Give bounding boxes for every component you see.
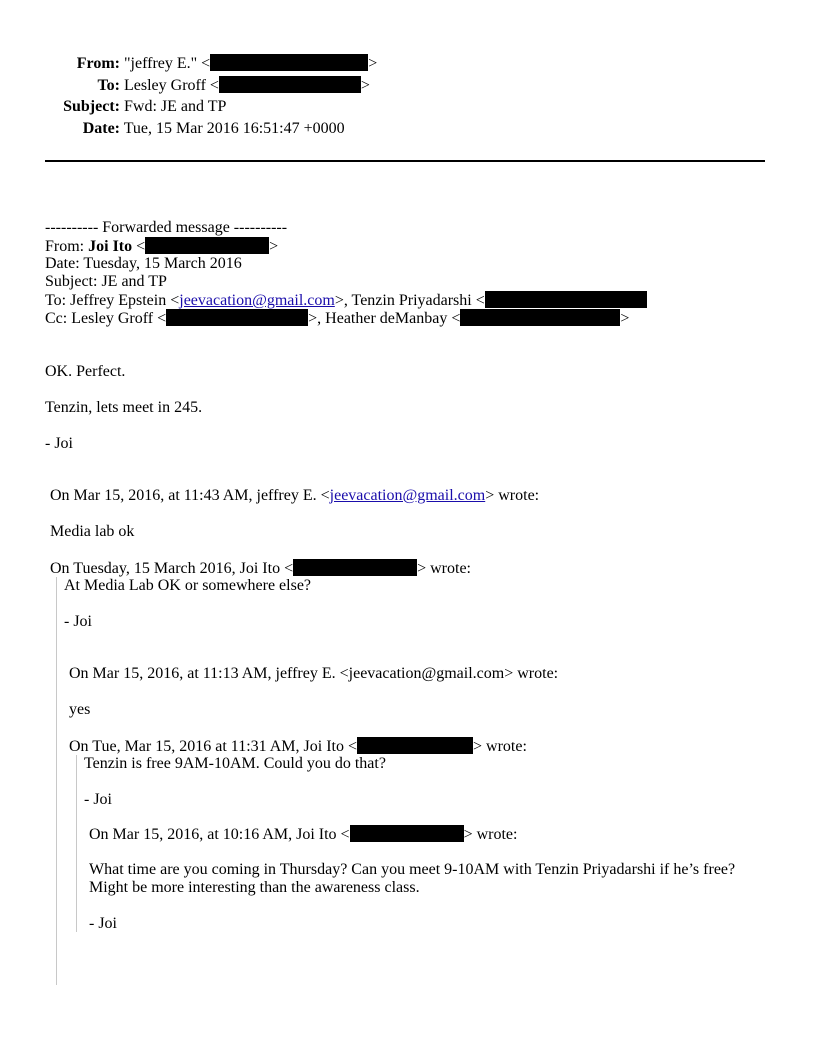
quote3-intro: On Mar 15, 2016, at 11:13 AM, jeffrey E. <jeevacation@gmail.com> wrote: [69,665,559,682]
redaction-block [293,559,417,576]
quote2-intro-suffix: > wrote: [417,560,471,577]
quote4-intro-prefix: On Tue, Mar 15, 2016 at 11:31 AM, Joi Ito < [69,738,357,755]
forward-cc-prefix: Cc: Lesley Groff < [45,310,167,327]
redaction-block [145,237,269,254]
forward-date: Date: Tuesday, 15 March 2016 [45,255,242,272]
bracket: > [368,55,378,72]
forward-to-prefix: To: Jeffrey Epstein < [45,292,180,309]
quote-bar [76,755,77,932]
forward-from-prefix: From: [45,238,89,255]
redaction-block [460,309,620,326]
header-date [0,120,345,138]
subject-value: Fwd: JE and TP [124,98,227,115]
header-divider [45,160,765,162]
subject-label: Subject: [63,98,120,115]
redaction-block [357,737,473,754]
header-to [0,76,370,95]
date-value: Tue, 15 Mar 2016 16:51:47 +0000 [123,120,345,137]
forward-subject: Subject: JE and TP [45,273,167,290]
quote1-intro [50,487,539,505]
quote5-signature: - Joi [89,915,117,932]
header-from [0,54,377,73]
redaction-block [350,825,464,842]
quote5-intro-suffix: > wrote: [463,826,518,843]
quote3-text: yes [69,701,91,718]
body-line-1: OK. Perfect. [45,363,126,380]
email-link[interactable]: jeevacation@gmail.com [179,292,335,309]
forward-banner: ---------- Forwarded message ---------- [45,219,288,236]
date-label: Date: [82,120,120,137]
quote5-intro [89,825,517,844]
to-label: To: [97,77,120,94]
quote5-text-line-1: What time are you coming in Thursday? Can you meet 9-10AM with Tenzin Priyadarshi if he’s free? [89,861,736,878]
from-value: "jeffrey E." < [124,55,211,72]
forward-to [45,291,647,310]
quote1-text: Media lab ok [50,523,135,540]
redaction-block [166,309,308,326]
quote2-intro-prefix: On Tuesday, 15 March 2016, Joi Ito < [50,560,294,577]
redaction-block [219,76,361,93]
redaction-block [210,54,368,71]
body-line-2: Tenzin, lets meet in 245. [45,399,203,416]
redaction-block [485,291,647,308]
email-link[interactable]: jeevacation@gmail.com [329,487,486,504]
forward-cc-middle: >, Heather deManbay < [308,310,461,327]
from-label: From: [76,55,120,72]
forward-to-middle: >, Tenzin Priyadarshi < [334,292,485,309]
forward-from [45,237,278,256]
quote5-intro-prefix: On Mar 15, 2016, at 10:16 AM, Joi Ito < [89,826,350,843]
bracket: < [132,238,146,255]
bracket: > [620,310,630,327]
quote2-intro [50,559,471,578]
forward-cc [45,309,629,328]
quote5-text-line-2: Might be more interesting than the awareness class. [89,879,420,896]
quote1-intro-suffix: > wrote: [485,487,540,504]
forward-from-name: Joi Ito [88,238,133,255]
quote4-intro [69,737,527,756]
quote4-intro-suffix: > wrote: [473,738,527,755]
quote4-signature: - Joi [84,791,112,808]
header-subject [0,98,226,116]
quote1-intro-prefix: On Mar 15, 2016, at 11:43 AM, jeffrey E. < [50,487,330,504]
to-value: Lesley Groff < [124,77,219,94]
quote-bar [56,577,57,985]
quote2-signature: - Joi [64,613,92,630]
bracket: > [269,238,279,255]
quote4-text: Tenzin is free 9AM-10AM. Could you do that? [84,755,386,772]
quote2-text: At Media Lab OK or somewhere else? [64,577,312,594]
body-signature: - Joi [45,435,73,452]
bracket: > [360,77,370,94]
